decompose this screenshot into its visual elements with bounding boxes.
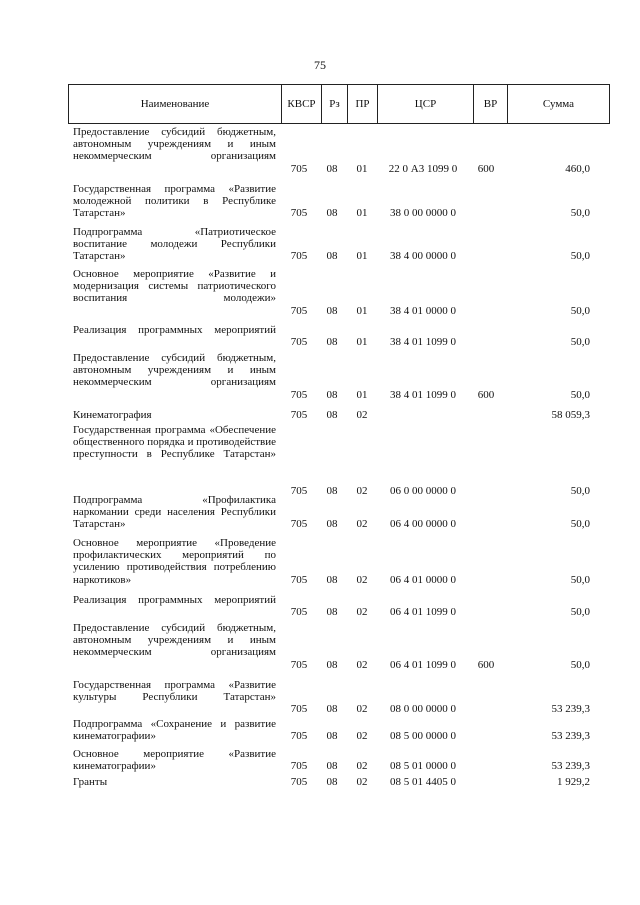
row-name: Государственная программа «Обеспечение общественного порядка и противодействие преступности в Республике Татарстан» bbox=[73, 424, 276, 461]
row-csr: 38 4 01 1099 0 bbox=[390, 336, 456, 349]
row-csr: 22 0 А3 1099 0 bbox=[388, 162, 458, 175]
row-sum: 53 239,3 bbox=[551, 703, 590, 716]
row-csr: 08 5 01 0000 0 bbox=[390, 760, 456, 773]
row-name: Подпрограмма «Профилактика наркомании среди населения Республики Татарстан» bbox=[73, 494, 276, 531]
row-sum: 50,0 bbox=[570, 485, 590, 497]
row-pr: 02 bbox=[356, 730, 368, 743]
row-name: Реализация программных мероприятий bbox=[73, 594, 276, 606]
row-csr: 06 4 00 0000 0 bbox=[390, 518, 456, 531]
row-sum: 53 239,3 bbox=[551, 730, 590, 743]
row-name: Предоставление субсидий бюджетным, автономным учреждениям и иным некоммерческим организациям bbox=[73, 622, 276, 659]
row-pr: 02 bbox=[356, 776, 368, 788]
row-sum: 58 059,3 bbox=[551, 409, 590, 421]
row-csr: 38 4 01 1099 0 bbox=[390, 388, 456, 401]
row-kvsr: 705 bbox=[290, 250, 308, 263]
row-kvsr: 705 bbox=[290, 485, 308, 497]
row-name: Подпрограмма «Патриотическое воспитание молодежи Республики Татарстан» bbox=[73, 226, 276, 263]
row-name: Кинематография bbox=[73, 409, 152, 421]
row-kvsr: 705 bbox=[290, 518, 308, 531]
row-sum: 50,0 bbox=[570, 518, 590, 531]
row-kvsr: 705 bbox=[290, 760, 308, 773]
row-pr: 02 bbox=[356, 485, 368, 497]
row-vr: 600 bbox=[477, 388, 495, 401]
row-kvsr: 705 bbox=[290, 658, 308, 671]
row-name: Гранты bbox=[73, 776, 108, 788]
row-rz: 08 bbox=[326, 485, 338, 497]
row-rz: 08 bbox=[326, 304, 338, 317]
row-pr: 01 bbox=[356, 336, 368, 349]
row-name: Государственная программа «Развитие культуры Республики Татарстан» bbox=[73, 679, 276, 704]
row-pr: 01 bbox=[356, 250, 368, 263]
row-csr: 08 5 01 4405 0 bbox=[390, 776, 456, 788]
header-sum: Сумма bbox=[507, 85, 609, 123]
table-header bbox=[68, 84, 610, 124]
row-rz: 08 bbox=[326, 250, 338, 263]
header-name: Наименование bbox=[140, 98, 210, 110]
row-csr: 06 4 01 1099 0 bbox=[390, 658, 456, 671]
row-kvsr: 705 bbox=[290, 730, 308, 743]
row-kvsr: 705 bbox=[290, 776, 308, 788]
row-kvsr: 705 bbox=[290, 703, 308, 716]
row-vr: 600 bbox=[477, 658, 495, 671]
row-rz: 08 bbox=[326, 606, 338, 619]
row-kvsr: 705 bbox=[290, 388, 308, 401]
header-pr: ПР bbox=[347, 85, 377, 123]
row-rz: 08 bbox=[326, 776, 338, 788]
row-vr: 600 bbox=[477, 162, 495, 175]
row-rz: 08 bbox=[326, 658, 338, 671]
row-pr: 02 bbox=[356, 409, 368, 421]
row-sum: 53 239,3 bbox=[551, 760, 590, 773]
row-pr: 01 bbox=[356, 207, 368, 220]
row-csr: 08 5 00 0000 0 bbox=[390, 730, 456, 743]
row-sum: 1 929,2 bbox=[557, 776, 590, 788]
row-pr: 02 bbox=[356, 703, 368, 716]
row-rz: 08 bbox=[326, 573, 338, 586]
row-pr: 01 bbox=[356, 162, 368, 175]
row-name: Государственная программа «Развитие молодежной политики в Республике Татарстан» bbox=[73, 183, 276, 220]
page-number: 75 bbox=[314, 58, 326, 72]
row-name: Основное мероприятие «Развитие кинематографии» bbox=[73, 748, 276, 773]
row-rz: 08 bbox=[326, 518, 338, 531]
header-rz: Рз bbox=[321, 85, 347, 123]
row-csr: 06 0 00 0000 0 bbox=[390, 485, 456, 497]
row-name: Реализация программных мероприятий bbox=[73, 324, 276, 336]
row-rz: 08 bbox=[326, 760, 338, 773]
row-rz: 08 bbox=[326, 207, 338, 220]
row-csr: 38 0 00 0000 0 bbox=[390, 207, 456, 220]
row-rz: 08 bbox=[326, 162, 338, 175]
row-sum: 50,0 bbox=[570, 336, 590, 349]
row-pr: 02 bbox=[356, 606, 368, 619]
row-csr: 38 4 00 0000 0 bbox=[390, 250, 456, 263]
row-kvsr: 705 bbox=[290, 606, 308, 619]
row-name: Предоставление субсидий бюджетным, автономным учреждениям и иным некоммерческим организациям bbox=[73, 126, 276, 163]
row-name: Основное мероприятие «Развитие и модернизация системы патриотического воспитания молодежи» bbox=[73, 268, 276, 305]
row-sum: 50,0 bbox=[570, 207, 590, 220]
row-csr: 06 4 01 1099 0 bbox=[390, 606, 456, 619]
row-csr: 06 4 01 0000 0 bbox=[390, 573, 456, 586]
header-kvsr: КВСР bbox=[281, 85, 321, 123]
row-rz: 08 bbox=[326, 703, 338, 716]
row-pr: 02 bbox=[356, 760, 368, 773]
row-pr: 01 bbox=[356, 304, 368, 317]
header-vr: ВР bbox=[473, 85, 507, 123]
header-csr: ЦСР bbox=[377, 85, 473, 123]
row-kvsr: 705 bbox=[290, 162, 308, 175]
row-sum: 50,0 bbox=[570, 573, 590, 586]
row-name: Предоставление субсидий бюджетным, автономным учреждениям и иным некоммерческим организациям bbox=[73, 352, 276, 389]
row-sum: 50,0 bbox=[570, 250, 590, 263]
row-sum: 50,0 bbox=[570, 304, 590, 317]
row-rz: 08 bbox=[326, 730, 338, 743]
row-rz: 08 bbox=[326, 388, 338, 401]
row-name: Основное мероприятие «Проведение профилактических мероприятий по усилению противодействия потреблению наркотиков» bbox=[73, 537, 276, 586]
row-sum: 50,0 bbox=[570, 658, 590, 671]
row-sum: 460,0 bbox=[565, 162, 590, 175]
row-kvsr: 705 bbox=[290, 207, 308, 220]
row-csr: 08 0 00 0000 0 bbox=[390, 703, 456, 716]
row-csr: 38 4 01 0000 0 bbox=[390, 304, 456, 317]
row-kvsr: 705 bbox=[290, 336, 308, 349]
row-sum: 50,0 bbox=[570, 388, 590, 401]
row-pr: 02 bbox=[356, 518, 368, 531]
row-sum: 50,0 bbox=[570, 606, 590, 619]
row-pr: 02 bbox=[356, 658, 368, 671]
row-kvsr: 705 bbox=[290, 409, 308, 421]
row-kvsr: 705 bbox=[290, 304, 308, 317]
row-kvsr: 705 bbox=[290, 573, 308, 586]
row-rz: 08 bbox=[326, 336, 338, 349]
row-pr: 01 bbox=[356, 388, 368, 401]
row-pr: 02 bbox=[356, 573, 368, 586]
row-rz: 08 bbox=[326, 409, 338, 421]
row-name: Подпрограмма «Сохранение и развитие кинематографии» bbox=[73, 718, 276, 743]
